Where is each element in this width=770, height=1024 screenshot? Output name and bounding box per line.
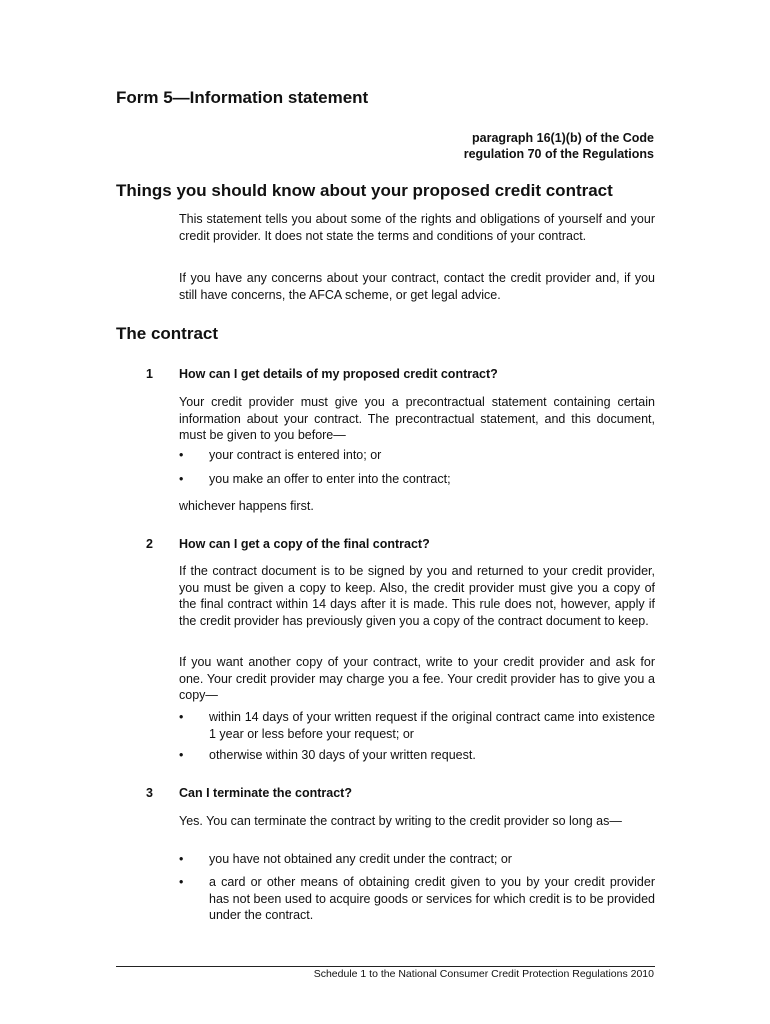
question-2-paragraph-2: If you want another copy of your contract, write to your credit provider and ask for one. Your credit provider may charge you a fee. Your credit provider has to give you a copy— [179,655,655,702]
question-2-bullet-2: otherwise within 30 days of your written request. [209,748,476,762]
ref-regulations: regulation 70 of the Regulations [463,147,654,161]
question-3-bullet-2: a card or other means of obtaining credit given to you by your credit provider has not been used to acquire goods or services for which credit is to be provided under the contract. [209,875,655,922]
bullet-icon: • [179,875,184,889]
question-1-paragraph: Your credit provider must give you a precontractual statement containing certain information about your contract. The precontractual statement, and this document, must be given to you before— [179,395,655,442]
question-2-number: 2 [146,537,153,551]
bullet-icon: • [179,472,184,486]
question-3-bullet-1: you have not obtained any credit under the contract; or [209,852,512,866]
bullet-icon: • [179,748,184,762]
contract-heading: The contract [116,324,219,343]
bullet-icon: • [179,710,184,724]
ref-code: paragraph 16(1)(b) of the Code [472,131,654,145]
form-title: Form 5—Information statement [116,88,369,107]
question-1-title: How can I get details of my proposed credit contract? [179,367,498,381]
question-2-paragraph-1: If the contract document is to be signed by you and returned to your credit provider, you must be given a copy to keep. Also, the credit provider must give you a copy of the final contract within 14 days after it is made. This rule does not, however, apply if the credit provider has previously given you a copy of the contract document to keep. [179,564,655,628]
question-1-number: 1 [146,367,153,381]
intro-paragraph-2: If you have any concerns about your contract, contact the credit provider and, if you still have concerns, the AFCA scheme, or get legal advice. [179,271,655,302]
footer-divider [116,966,655,967]
question-1-bullet-2: you make an offer to enter into the contract; [209,472,451,486]
legislative-references [464,130,654,162]
footer-text: Schedule 1 to the National Consumer Credit Protection Regulations 2010 [313,968,654,980]
question-2-bullet-1: within 14 days of your written request if the original contract came into existence 1 year or less before your request; or [209,710,655,741]
question-3-paragraph: Yes. You can terminate the contract by writing to the credit provider so long as— [179,814,622,828]
bullet-icon: • [179,852,184,866]
question-3-title: Can I terminate the contract? [179,786,352,800]
intro-heading: Things you should know about your proposed credit contract [116,181,613,200]
intro-paragraph-1: This statement tells you about some of the rights and obligations of yourself and your credit provider. It does not state the terms and conditions of your contract. [179,212,655,243]
bullet-icon: • [179,448,184,462]
question-3-number: 3 [146,786,153,800]
question-1-closing: whichever happens first. [179,499,314,513]
question-2-title: How can I get a copy of the final contract? [179,537,430,551]
question-1-bullet-1: your contract is entered into; or [209,448,382,462]
